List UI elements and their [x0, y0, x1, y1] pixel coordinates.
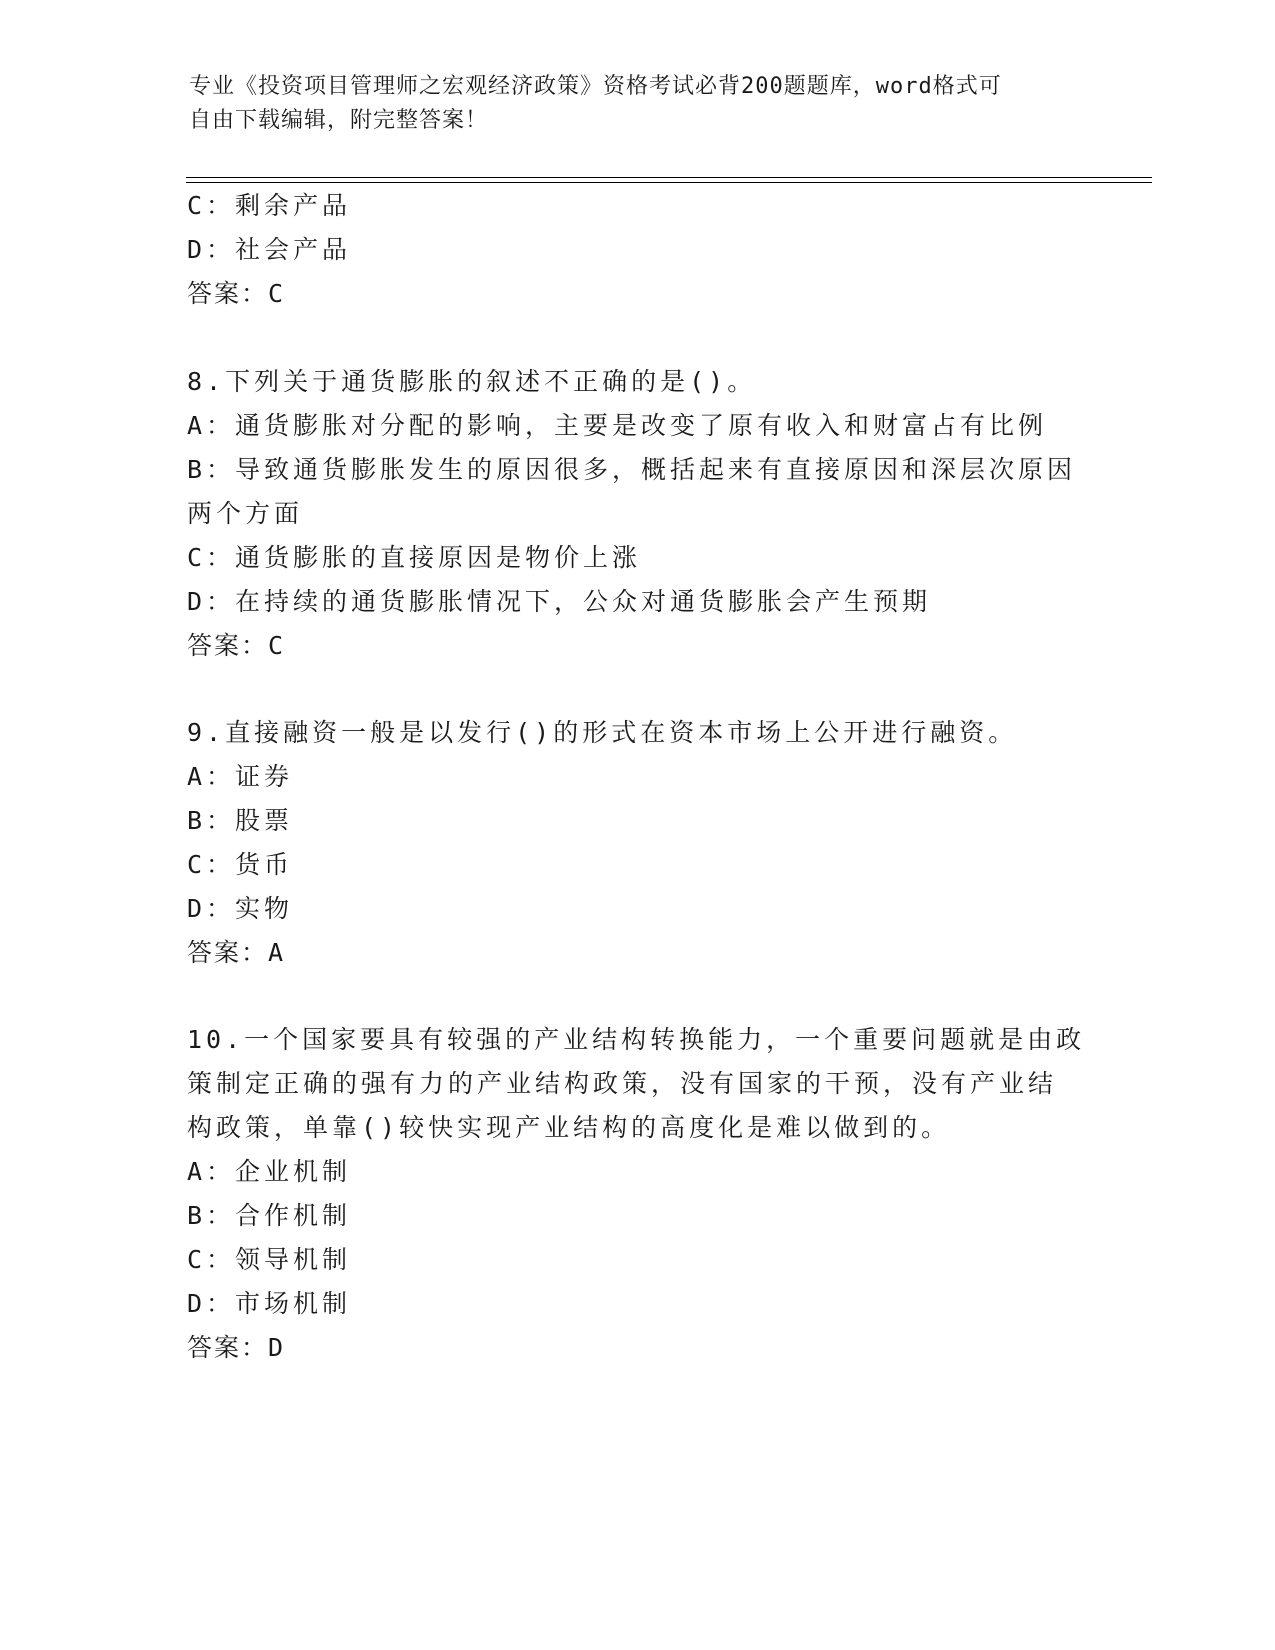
- q7-option-c: C：剩余产品: [187, 191, 352, 220]
- q8-option-b-line-1: B：导致通货膨胀发生的原因很多，概括起来有直接原因和深层次原因: [187, 455, 1077, 484]
- q9-answer: 答案：A: [187, 938, 286, 967]
- q8-option-b-line-2: 两个方面: [187, 499, 304, 528]
- header-divider-bottom: [186, 182, 1152, 183]
- q9-question: 9.直接融资一般是以发行()的形式在资本市场上公开进行融资。: [187, 718, 1018, 747]
- q10-option-b: B：合作机制: [187, 1201, 352, 1230]
- header-line-2: 自由下载编辑，附完整答案！: [189, 108, 489, 133]
- q10-question-line-1: 10.一个国家要具有较强的产业结构转换能力，一个重要问题就是由政: [187, 1025, 1086, 1054]
- q9-option-d: D：实物: [187, 894, 294, 923]
- q9-option-c: C：货币: [187, 850, 294, 879]
- q10-answer: 答案：D: [187, 1333, 286, 1362]
- q10-option-a: A：企业机制: [187, 1157, 352, 1186]
- q8-option-a: A：通货膨胀对分配的影响，主要是改变了原有收入和财富占有比例: [187, 411, 1048, 440]
- q8-question: 8.下列关于通货膨胀的叙述不正确的是()。: [187, 367, 757, 396]
- q7-answer: 答案：C: [187, 279, 286, 308]
- q8-option-d: D：在持续的通货膨胀情况下，公众对通货膨胀会产生预期: [187, 587, 932, 616]
- q10-question-line-3: 构政策，单靠()较快实现产业结构的高度化是难以做到的。: [187, 1113, 951, 1142]
- document-header: [189, 70, 1089, 138]
- q10-question-line-2: 策制定正确的强有力的产业结构政策，没有国家的干预，没有产业结: [187, 1069, 1058, 1098]
- q9-option-b: B：股票: [187, 806, 294, 835]
- header-line-1: 专业《投资项目管理师之宏观经济政策》资格考试必背200题题库，word格式可: [189, 74, 1002, 99]
- q7-option-d: D：社会产品: [187, 235, 352, 264]
- header-divider-top: [186, 177, 1152, 178]
- q10-option-d: D：市场机制: [187, 1289, 352, 1318]
- q9-option-a: A：证券: [187, 762, 294, 791]
- q8-option-c: C：通货膨胀的直接原因是物价上涨: [187, 543, 642, 572]
- q10-option-c: C：领导机制: [187, 1245, 352, 1274]
- q8-answer: 答案：C: [187, 631, 286, 660]
